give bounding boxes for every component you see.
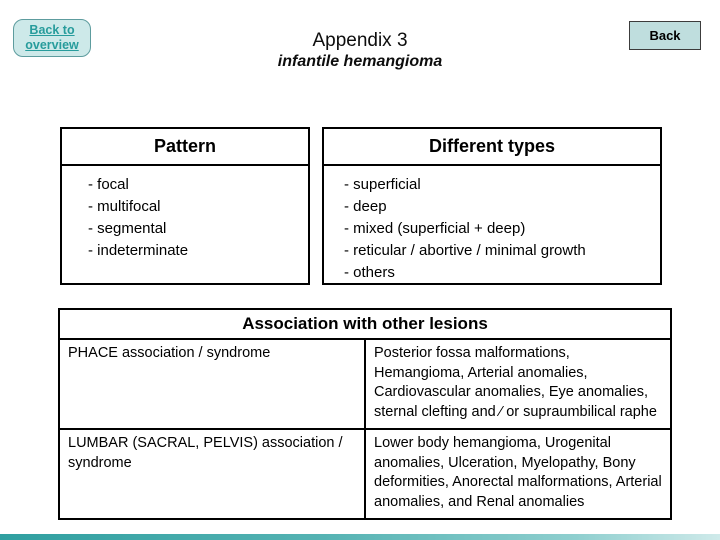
back-to-overview-label-line1: Back to — [29, 23, 75, 37]
list-item: - mixed (superficial + deep) — [344, 220, 526, 237]
slide-title: Appendix 3 — [312, 30, 408, 51]
pattern-list — [62, 166, 308, 262]
slide-subtitle: infantile hemangioma — [277, 53, 443, 70]
table-row — [59, 339, 671, 429]
table-header-row — [59, 309, 671, 339]
slide-title-block — [0, 29, 720, 72]
list-item: - others — [344, 264, 395, 281]
list-item: - focal — [88, 176, 129, 193]
association-term: LUMBAR (SACRAL, PELVIS) association / syndrome — [59, 429, 365, 519]
list-item: - deep — [344, 198, 387, 215]
association-table-header: Association with other lesions — [59, 309, 671, 339]
back-button-label: Back — [649, 28, 681, 43]
table-row — [59, 429, 671, 519]
association-definition: Posterior fossa malformations, Hemangioma, Arterial anomalies, Cardiovascular anomalies, Eye anomalies, sternal clefting and ⁄ or supraumbilical raphe — [365, 339, 671, 429]
association-table — [58, 308, 672, 520]
pattern-box — [60, 127, 310, 285]
different-types-box — [322, 127, 662, 285]
back-to-overview-label-line2: overview — [25, 38, 79, 52]
list-item: - segmental — [88, 220, 167, 237]
list-item: - superficial — [344, 176, 421, 193]
list-item: - reticular / abortive / minimal growth — [344, 242, 586, 259]
different-types-list — [324, 166, 660, 284]
bottom-accent-bar — [0, 534, 720, 540]
association-definition: Lower body hemangioma, Urogenital anomalies, Ulceration, Myelopathy, Bony deformities, Anorectal malformations, Arterial anomalies, and Renal anomalies — [365, 429, 671, 519]
pattern-box-header: Pattern — [62, 129, 308, 166]
different-types-box-header: Different types — [324, 129, 660, 166]
list-item: - indeterminate — [88, 242, 189, 259]
association-term: PHACE association / syndrome — [59, 339, 365, 429]
list-item: - multifocal — [88, 198, 161, 215]
